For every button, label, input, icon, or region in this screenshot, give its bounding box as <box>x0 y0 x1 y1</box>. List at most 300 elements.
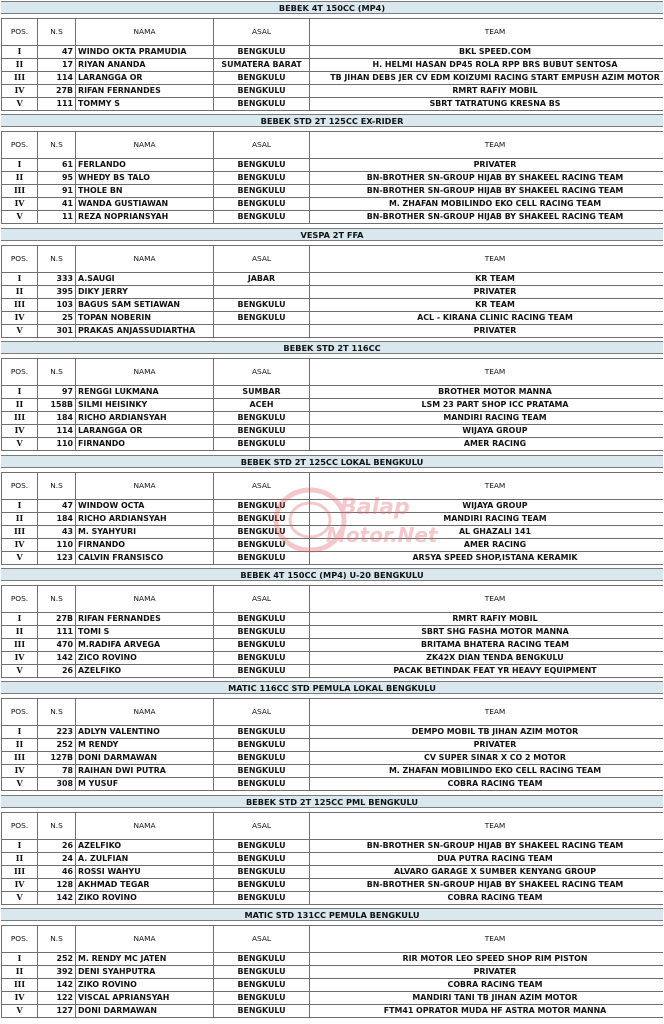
table-row <box>2 324 664 337</box>
cell-nama: VISCAL APRIANSYAH <box>76 992 214 1005</box>
cell-pos: III <box>2 979 38 992</box>
header-ns: N.S <box>38 926 76 953</box>
table-row <box>2 739 664 752</box>
cell-nama: RAIHAN DWI PUTRA <box>76 765 214 778</box>
cell-ns: 142 <box>38 652 76 665</box>
cell-pos: V <box>2 891 38 904</box>
race-class-title: BEBEK STD 2T 125CC LOKAL BENGKULU <box>1 455 663 468</box>
table-row <box>2 172 664 185</box>
cell-team: BROTHER MOTOR MANNA <box>310 386 664 399</box>
cell-nama: REZA NOPRIANSYAH <box>76 211 214 224</box>
results-table <box>1 812 663 905</box>
cell-pos: III <box>2 639 38 652</box>
cell-nama: WINDO OKTA PRAMUDIA <box>76 46 214 59</box>
results-table <box>1 358 663 451</box>
header-ns: N.S <box>38 245 76 272</box>
cell-pos: III <box>2 412 38 425</box>
table-row <box>2 551 664 564</box>
cell-asal: BENGKULU <box>214 185 310 198</box>
cell-ns: 26 <box>38 839 76 852</box>
cell-team: BN-BROTHER SN-GROUP HIJAB BY SHAKEEL RACING TEAM <box>310 185 664 198</box>
header-asal: ASAL <box>214 359 310 386</box>
cell-asal: BENGKULU <box>214 839 310 852</box>
cell-ns: 158B <box>38 399 76 412</box>
cell-pos: III <box>2 865 38 878</box>
header-pos: POS. <box>2 926 38 953</box>
cell-team: BRITAMA BHATERA RACING TEAM <box>310 639 664 652</box>
cell-pos: II <box>2 172 38 185</box>
results-table <box>1 472 663 565</box>
cell-pos: V <box>2 98 38 111</box>
cell-team: ZK42X DIAN TENDA BENGKULU <box>310 652 664 665</box>
cell-team: H. HELMI HASAN DP45 ROLA RPP BRS BUBUT SENTOSA <box>310 59 664 72</box>
cell-asal <box>214 285 310 298</box>
cell-asal: BENGKULU <box>214 46 310 59</box>
header-asal: ASAL <box>214 472 310 499</box>
header-pos: POS. <box>2 19 38 46</box>
table-header-row <box>2 132 664 159</box>
table-row <box>2 626 664 639</box>
cell-pos: II <box>2 285 38 298</box>
cell-pos: V <box>2 324 38 337</box>
cell-asal: BENGKULU <box>214 979 310 992</box>
header-nama: NAMA <box>76 245 214 272</box>
cell-nama: M YUSUF <box>76 778 214 791</box>
cell-team: CV SUPER SINAR X CO 2 MOTOR <box>310 752 664 765</box>
cell-nama: M RENDY <box>76 739 214 752</box>
cell-asal: BENGKULU <box>214 72 310 85</box>
cell-team: SBRT TATRATUNG KRESNA BS <box>310 98 664 111</box>
cell-ns: 46 <box>38 865 76 878</box>
cell-ns: 47 <box>38 46 76 59</box>
cell-team: WIJAYA GROUP <box>310 499 664 512</box>
cell-nama: CALVIN FRANSISCO <box>76 551 214 564</box>
cell-asal: BENGKULU <box>214 613 310 626</box>
race-class-title: VESPA 2T FFA <box>1 228 663 241</box>
header-team: TEAM <box>310 245 664 272</box>
cell-pos: V <box>2 551 38 564</box>
table-header-row <box>2 699 664 726</box>
cell-nama: RENGGI LUKMANA <box>76 386 214 399</box>
table-row <box>2 72 664 85</box>
cell-pos: IV <box>2 85 38 98</box>
cell-asal: BENGKULU <box>214 85 310 98</box>
cell-asal: BENGKULU <box>214 639 310 652</box>
cell-team: AMER RACING <box>310 538 664 551</box>
cell-ns: 184 <box>38 412 76 425</box>
cell-pos: IV <box>2 878 38 891</box>
cell-team: WIJAYA GROUP <box>310 425 664 438</box>
cell-asal: BENGKULU <box>214 551 310 564</box>
cell-pos: IV <box>2 311 38 324</box>
cell-ns: 127 <box>38 1005 76 1018</box>
cell-pos: III <box>2 752 38 765</box>
header-pos: POS. <box>2 699 38 726</box>
race-class-title: MATIC 116CC STD PEMULA LOKAL BENGKULU <box>1 681 663 694</box>
header-nama: NAMA <box>76 472 214 499</box>
table-row <box>2 272 664 285</box>
table-row <box>2 639 664 652</box>
cell-pos: I <box>2 953 38 966</box>
cell-team: FTM41 OPRATOR MUDA HF ASTRA MOTOR MANNA <box>310 1005 664 1018</box>
cell-nama: PRAKAS ANJASSUDIARTHA <box>76 324 214 337</box>
header-pos: POS. <box>2 132 38 159</box>
table-header-row <box>2 359 664 386</box>
header-asal: ASAL <box>214 812 310 839</box>
header-ns: N.S <box>38 699 76 726</box>
table-row <box>2 46 664 59</box>
cell-asal: BENGKULU <box>214 852 310 865</box>
table-row <box>2 185 664 198</box>
cell-team: RIR MOTOR LEO SPEED SHOP RIM PISTON <box>310 953 664 966</box>
header-nama: NAMA <box>76 132 214 159</box>
results-table <box>1 585 663 678</box>
results-table <box>1 698 663 791</box>
cell-team: DUA PUTRA RACING TEAM <box>310 852 664 865</box>
cell-asal: BENGKULU <box>214 865 310 878</box>
cell-pos: IV <box>2 538 38 551</box>
table-row <box>2 966 664 979</box>
header-pos: POS. <box>2 812 38 839</box>
table-row <box>2 525 664 538</box>
cell-pos: I <box>2 46 38 59</box>
cell-asal: BENGKULU <box>214 1005 310 1018</box>
header-team: TEAM <box>310 132 664 159</box>
cell-nama: BAGUS SAM SETIAWAN <box>76 298 214 311</box>
cell-nama: WINDOW OCTA <box>76 499 214 512</box>
cell-nama: M. RENDY MC JATEN <box>76 953 214 966</box>
cell-asal: BENGKULU <box>214 98 310 111</box>
cell-nama: RIFAN FERNANDES <box>76 613 214 626</box>
cell-team: LSM 23 PART SHOP ICC PRATAMA <box>310 399 664 412</box>
header-asal: ASAL <box>214 245 310 272</box>
cell-ns: 223 <box>38 726 76 739</box>
cell-nama: FIRNANDO <box>76 438 214 451</box>
cell-ns: 24 <box>38 852 76 865</box>
race-section <box>1 228 663 341</box>
watermark-line1: Balap <box>340 495 410 520</box>
cell-asal: BENGKULU <box>214 739 310 752</box>
cell-pos: III <box>2 525 38 538</box>
cell-asal: BENGKULU <box>214 425 310 438</box>
table-row <box>2 1005 664 1018</box>
header-ns: N.S <box>38 359 76 386</box>
cell-pos: V <box>2 211 38 224</box>
cell-pos: I <box>2 386 38 399</box>
header-team: TEAM <box>310 586 664 613</box>
cell-ns: 61 <box>38 159 76 172</box>
cell-pos: IV <box>2 425 38 438</box>
cell-team: BKL SPEED.COM <box>310 46 664 59</box>
cell-nama: FERLANDO <box>76 159 214 172</box>
race-class-title: MATIC STD 131CC PEMULA BENGKULU <box>1 908 663 921</box>
cell-ns: 184 <box>38 512 76 525</box>
cell-asal <box>214 324 310 337</box>
race-section <box>1 568 663 681</box>
race-class-title: BEBEK STD 2T 125CC EX-RIDER <box>1 114 663 127</box>
table-row <box>2 98 664 111</box>
cell-pos: I <box>2 613 38 626</box>
cell-pos: IV <box>2 652 38 665</box>
cell-nama: THOLE BN <box>76 185 214 198</box>
cell-asal: BENGKULU <box>214 538 310 551</box>
header-team: TEAM <box>310 359 664 386</box>
race-section <box>1 681 663 794</box>
cell-pos: II <box>2 59 38 72</box>
cell-nama: DENI SYAHPUTRA <box>76 966 214 979</box>
header-team: TEAM <box>310 699 664 726</box>
cell-pos: II <box>2 512 38 525</box>
cell-asal: BENGKULU <box>214 992 310 1005</box>
table-row <box>2 778 664 791</box>
cell-nama: ZICO ROVINO <box>76 652 214 665</box>
cell-nama: TOMMY S <box>76 98 214 111</box>
cell-nama: A.SAUGI <box>76 272 214 285</box>
table-row <box>2 311 664 324</box>
cell-nama: M. SYAHYURI <box>76 525 214 538</box>
header-nama: NAMA <box>76 699 214 726</box>
cell-ns: 17 <box>38 59 76 72</box>
cell-pos: III <box>2 298 38 311</box>
table-row <box>2 298 664 311</box>
cell-pos: II <box>2 852 38 865</box>
cell-team: AMER RACING <box>310 438 664 451</box>
race-section <box>1 341 663 454</box>
cell-team: PRIVATER <box>310 739 664 752</box>
cell-asal: ACEH <box>214 399 310 412</box>
header-team: TEAM <box>310 472 664 499</box>
cell-team: KR TEAM <box>310 298 664 311</box>
cell-nama: LARANGGA OR <box>76 72 214 85</box>
header-nama: NAMA <box>76 359 214 386</box>
table-row <box>2 891 664 904</box>
results-sheet <box>1 1 663 1023</box>
cell-asal: BENGKULU <box>214 438 310 451</box>
cell-asal: BENGKULU <box>214 499 310 512</box>
table-header-row <box>2 19 664 46</box>
cell-ns: 103 <box>38 298 76 311</box>
cell-ns: 110 <box>38 538 76 551</box>
cell-nama: DONI DARMAWAN <box>76 1005 214 1018</box>
table-row <box>2 386 664 399</box>
cell-team: BN-BROTHER SN-GROUP HIJAB BY SHAKEEL RACING TEAM <box>310 878 664 891</box>
cell-team: ALVARO GARAGE X SUMBER KENYANG GROUP <box>310 865 664 878</box>
cell-nama: RICHO ARDIANSYAH <box>76 512 214 525</box>
cell-nama: M.RADIFA ARVEGA <box>76 639 214 652</box>
cell-ns: 27B <box>38 613 76 626</box>
cell-pos: I <box>2 726 38 739</box>
cell-asal: BENGKULU <box>214 211 310 224</box>
cell-pos: III <box>2 185 38 198</box>
cell-asal: BENGKULU <box>214 512 310 525</box>
cell-pos: I <box>2 499 38 512</box>
cell-nama: ZIKO ROVINO <box>76 891 214 904</box>
table-row <box>2 613 664 626</box>
cell-nama: RICHO ARDIANSYAH <box>76 412 214 425</box>
cell-pos: II <box>2 739 38 752</box>
cell-ns: 392 <box>38 966 76 979</box>
cell-pos: V <box>2 438 38 451</box>
cell-ns: 114 <box>38 425 76 438</box>
header-ns: N.S <box>38 132 76 159</box>
cell-asal: BENGKULU <box>214 953 310 966</box>
table-row <box>2 538 664 551</box>
cell-team: RMRT RAFIY MOBIL <box>310 85 664 98</box>
cell-team: AL GHAZALI 141 <box>310 525 664 538</box>
table-row <box>2 412 664 425</box>
cell-ns: 470 <box>38 639 76 652</box>
cell-nama: ADLYN VALENTINO <box>76 726 214 739</box>
cell-ns: 111 <box>38 98 76 111</box>
cell-ns: 395 <box>38 285 76 298</box>
cell-ns: 111 <box>38 626 76 639</box>
cell-team: BN-BROTHER SN-GROUP HIJAB BY SHAKEEL RACING TEAM <box>310 211 664 224</box>
header-asal: ASAL <box>214 699 310 726</box>
cell-pos: II <box>2 966 38 979</box>
header-asal: ASAL <box>214 132 310 159</box>
cell-asal: BENGKULU <box>214 626 310 639</box>
cell-nama: DONI DARMAWAN <box>76 752 214 765</box>
cell-asal: BENGKULU <box>214 891 310 904</box>
cell-nama: DIKY JERRY <box>76 285 214 298</box>
table-row <box>2 285 664 298</box>
header-team: TEAM <box>310 812 664 839</box>
header-nama: NAMA <box>76 812 214 839</box>
cell-asal: BENGKULU <box>214 172 310 185</box>
table-row <box>2 211 664 224</box>
results-table <box>1 18 663 111</box>
table-header-row <box>2 472 664 499</box>
cell-nama: RIFAN FERNANDES <box>76 85 214 98</box>
header-ns: N.S <box>38 812 76 839</box>
results-table <box>1 131 663 224</box>
cell-ns: 95 <box>38 172 76 185</box>
cell-team: TB JIHAN DEBS JER CV EDM KOIZUMI RACING START EMPUSH AZIM MOTOR <box>310 72 664 85</box>
cell-pos: V <box>2 778 38 791</box>
cell-nama: WHEDY BS TALO <box>76 172 214 185</box>
header-pos: POS. <box>2 245 38 272</box>
table-row <box>2 979 664 992</box>
cell-ns: 127B <box>38 752 76 765</box>
cell-pos: II <box>2 399 38 412</box>
cell-asal: SUMBAR <box>214 386 310 399</box>
cell-team: PRIVATER <box>310 285 664 298</box>
cell-team: MANDIRI TANI TB JIHAN AZIM MOTOR <box>310 992 664 1005</box>
table-row <box>2 878 664 891</box>
table-row <box>2 865 664 878</box>
results-table <box>1 925 663 1018</box>
header-asal: ASAL <box>214 19 310 46</box>
cell-ns: 252 <box>38 953 76 966</box>
race-section <box>1 908 663 1021</box>
cell-asal: BENGKULU <box>214 159 310 172</box>
cell-nama: LARANGGA OR <box>76 425 214 438</box>
cell-team: RMRT RAFIY MOBIL <box>310 613 664 626</box>
cell-team: M. ZHAFAN MOBILINDO EKO CELL RACING TEAM <box>310 765 664 778</box>
cell-asal: BENGKULU <box>214 298 310 311</box>
race-section <box>1 795 663 908</box>
cell-pos: II <box>2 626 38 639</box>
cell-asal: BENGKULU <box>214 726 310 739</box>
cell-ns: 27B <box>38 85 76 98</box>
cell-nama: ZIKO ROVINO <box>76 979 214 992</box>
cell-ns: 301 <box>38 324 76 337</box>
header-pos: POS. <box>2 586 38 613</box>
table-header-row <box>2 812 664 839</box>
cell-ns: 78 <box>38 765 76 778</box>
table-row <box>2 399 664 412</box>
header-nama: NAMA <box>76 926 214 953</box>
cell-pos: IV <box>2 992 38 1005</box>
table-row <box>2 752 664 765</box>
cell-nama: TOPAN NOBERIN <box>76 311 214 324</box>
table-row <box>2 665 664 678</box>
watermark-line2: Motor.Net <box>326 523 438 547</box>
race-class-title: BEBEK STD 2T 125CC PML BENGKULU <box>1 795 663 808</box>
cell-team: BN-BROTHER SN-GROUP HIJAB BY SHAKEEL RACING TEAM <box>310 839 664 852</box>
cell-ns: 26 <box>38 665 76 678</box>
cell-team: ACL - KIRANA CLINIC RACING TEAM <box>310 311 664 324</box>
cell-pos: I <box>2 272 38 285</box>
cell-ns: 41 <box>38 198 76 211</box>
table-row <box>2 159 664 172</box>
cell-team: COBRA RACING TEAM <box>310 891 664 904</box>
table-header-row <box>2 586 664 613</box>
cell-asal: BENGKULU <box>214 311 310 324</box>
cell-asal: BENGKULU <box>214 665 310 678</box>
cell-ns: 252 <box>38 739 76 752</box>
cell-team: BN-BROTHER SN-GROUP HIJAB BY SHAKEEL RACING TEAM <box>310 172 664 185</box>
header-ns: N.S <box>38 472 76 499</box>
cell-ns: 122 <box>38 992 76 1005</box>
cell-ns: 123 <box>38 551 76 564</box>
cell-nama: WANDA GUSTIAWAN <box>76 198 214 211</box>
cell-nama: AZELFIKO <box>76 665 214 678</box>
cell-team: COBRA RACING TEAM <box>310 778 664 791</box>
race-class-title: BEBEK STD 2T 116CC <box>1 341 663 354</box>
cell-ns: 11 <box>38 211 76 224</box>
cell-asal: BENGKULU <box>214 765 310 778</box>
cell-ns: 110 <box>38 438 76 451</box>
cell-ns: 333 <box>38 272 76 285</box>
cell-pos: III <box>2 72 38 85</box>
race-class-title: BEBEK 4T 150CC (MP4) U-20 BENGKULU <box>1 568 663 581</box>
table-header-row <box>2 926 664 953</box>
cell-ns: 142 <box>38 891 76 904</box>
cell-pos: V <box>2 1005 38 1018</box>
table-row <box>2 425 664 438</box>
cell-team: ARSYA SPEED SHOP,ISTANA KERAMIK <box>310 551 664 564</box>
table-row <box>2 59 664 72</box>
cell-ns: 97 <box>38 386 76 399</box>
cell-nama: FIRNANDO <box>76 538 214 551</box>
header-nama: NAMA <box>76 586 214 613</box>
cell-asal: BENGKULU <box>214 412 310 425</box>
cell-nama: ROSSI WAHYU <box>76 865 214 878</box>
cell-asal: BENGKULU <box>214 652 310 665</box>
cell-ns: 25 <box>38 311 76 324</box>
cell-team: SBRT SHG FASHA MOTOR MANNA <box>310 626 664 639</box>
cell-nama: AKHMAD TEGAR <box>76 878 214 891</box>
cell-ns: 114 <box>38 72 76 85</box>
cell-asal: BENGKULU <box>214 198 310 211</box>
table-row <box>2 85 664 98</box>
race-section <box>1 1 663 114</box>
table-row <box>2 499 664 512</box>
cell-ns: 91 <box>38 185 76 198</box>
cell-team: M. ZHAFAN MOBILINDO EKO CELL RACING TEAM <box>310 198 664 211</box>
table-row <box>2 852 664 865</box>
